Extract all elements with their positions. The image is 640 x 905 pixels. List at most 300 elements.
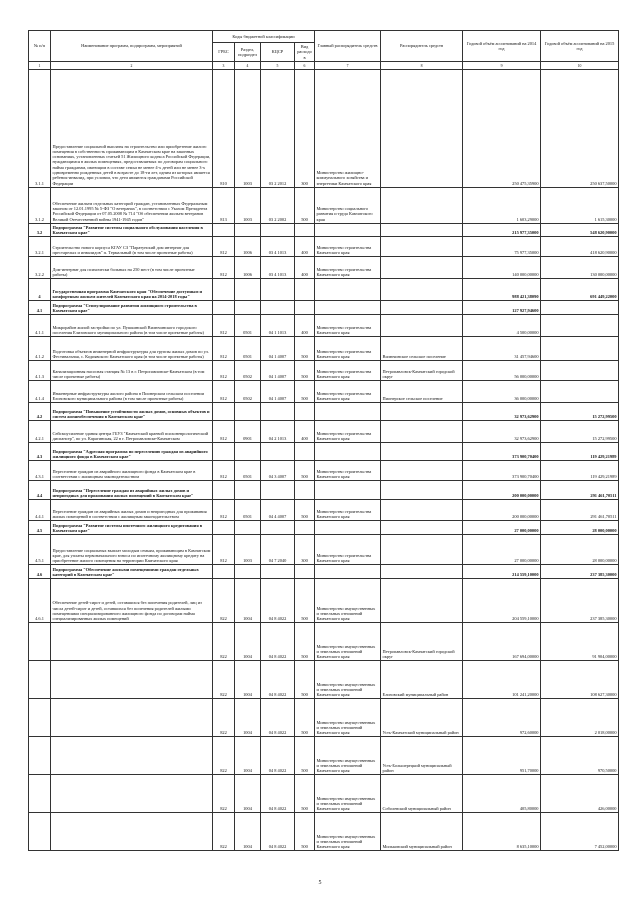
row-grbs: 822 (213, 813, 235, 851)
row-manager: Пионерское сельское поселение (381, 381, 463, 403)
header-name: Наименование программ, подпрограмм, мероприятий (51, 31, 213, 62)
row-vol-2014: 101 241,20000 (463, 661, 541, 699)
row-main-manager: Министерство имущественных и земельных отношений Камчатского края (315, 579, 381, 623)
row-manager (381, 223, 463, 237)
row-name: Обеспечение детей-сирот и детей, оставшихся без попечения родителей, лиц из числа детей-сирот и детей, оставшихся без попечения родителей жилыми помещениями специализированного жилищного фонда по договорам найма специализированных жилых помещений (51, 579, 213, 623)
row-number: 3.1.2 (29, 187, 51, 223)
row-vol-2014: 204 559,10000 (463, 579, 541, 623)
row-number: 4.6.1 (29, 579, 51, 623)
row-kcsr (261, 521, 295, 535)
row-razdel: 0502 (235, 381, 261, 403)
row-manager (381, 403, 463, 421)
row-vol-2014: 127 927,94600 (463, 301, 541, 315)
row-manager (381, 481, 463, 500)
row-number: 3.2.1 (29, 237, 51, 257)
row-manager (381, 461, 463, 481)
row-kcsr: 04 3 4007 (261, 461, 295, 481)
row-name: Предоставление социальных выплат молодым семьям, проживающим в Камчатском крае, для уплаты первоначального взноса по ипотечному жилищному кредиту на приобретение жилого помещения на территории Камчатского края (51, 535, 213, 565)
row-kcsr (261, 565, 295, 579)
table-row (29, 775, 619, 813)
row-razdel: 0502 (235, 361, 261, 381)
row-main-manager: Министерство имущественных и земельных отношений Камчатского края (315, 623, 381, 661)
row-vol-2014: 27 000,00000 (463, 521, 541, 535)
row-kcsr: 03 4 1013 (261, 257, 295, 279)
row-grbs: 812 (213, 337, 235, 361)
row-main-manager: Министерство имущественных и земельных отношений Камчатского края (315, 813, 381, 851)
row-manager (381, 535, 463, 565)
row-vol-2015: 291 461,70511 (541, 500, 619, 521)
row-main-manager: Министерство строительства Камчатского края (315, 315, 381, 337)
row-razdel (235, 481, 261, 500)
row-number: 4.5 (29, 521, 51, 535)
row-kcsr: 04 1 4007 (261, 337, 295, 361)
row-razdel (235, 443, 261, 461)
row-name: Переселение граждан из аварийных жилых домов и непригодных для проживания жилых помещений в соответствии с жилищным законодательством (51, 500, 213, 521)
row-vol-2015: 7 452,00000 (541, 813, 619, 851)
row-kcsr: 03 2 2002 (261, 187, 295, 223)
table-row (29, 279, 619, 301)
column-number: 2 (51, 61, 213, 69)
row-number: 4.1.2 (29, 337, 51, 361)
row-main-manager (315, 521, 381, 535)
row-main-manager (315, 301, 381, 315)
row-number: 4.5.1 (29, 535, 51, 565)
row-razdel: 0501 (235, 461, 261, 481)
row-main-manager (315, 223, 381, 237)
row-kcsr: 03 4 1013 (261, 237, 295, 257)
row-name (51, 737, 213, 775)
row-vol-2015 (541, 337, 619, 361)
header-codes-group: Коды бюджетной классификации (213, 31, 315, 43)
row-main-manager (315, 481, 381, 500)
row-manager: Петропавловск-Камчатский городской округ (381, 361, 463, 381)
row-vr (295, 301, 315, 315)
row-kcsr (261, 403, 295, 421)
row-grbs: 822 (213, 699, 235, 737)
table-row (29, 315, 619, 337)
row-vol-2015: 237 385,30000 (541, 579, 619, 623)
row-number: 3.1.1 (29, 69, 51, 187)
row-vol-2014: 405,80000 (463, 775, 541, 813)
row-name: Строительство нового корпуса КГАУ СЗ "Паратунский дом интернат для престарелых и инвалидов" п. Термальный (в том числе проектные работы) (51, 237, 213, 257)
row-vr (295, 403, 315, 421)
row-name: Предоставление социальной выплаты на строительство или приобретение жилого помещения в собственность проживающим в Камчатском крае на законных основаниях, установленных статьей 51 Жилищного кодекса Российской Федерации, нуждающимся в жилых помещениях, предоставляемых по договорам социального найма гражданам, имеющим в составе семьи не менее 4-х детей или не менее 3-х одновременно рожденных детей в возрасте до 18-ти лет, одним из которых является ребенок-инвалид, при условии, что дети являются гражданами Российской Федерации (51, 69, 213, 187)
row-grbs (213, 223, 235, 237)
row-number: 4.1.4 (29, 381, 51, 403)
row-vol-2015: 91 904,00000 (541, 623, 619, 661)
row-number: 4.4 (29, 481, 51, 500)
row-razdel: 1004 (235, 813, 261, 851)
row-vr: 400 (295, 315, 315, 337)
row-vr: 500 (295, 381, 315, 403)
column-number: 3 (213, 61, 235, 69)
row-number (29, 699, 51, 737)
row-vr: 400 (295, 257, 315, 279)
row-main-manager: Министерство строительства Камчатского края (315, 535, 381, 565)
column-number: 10 (541, 61, 619, 69)
column-number: 6 (295, 61, 315, 69)
row-razdel: 0501 (235, 337, 261, 361)
row-razdel (235, 279, 261, 301)
row-razdel: 1006 (235, 257, 261, 279)
row-vol-2014: 988 421,38090 (463, 279, 541, 301)
row-grbs: 822 (213, 775, 235, 813)
row-name: Государственная программа Камчатского края "Обеспечение доступным и комфортным жильем жителей Камчатского края на 2014-2018 годы" (51, 279, 213, 301)
row-manager (381, 69, 463, 187)
row-vol-2015 (541, 361, 619, 381)
row-grbs (213, 279, 235, 301)
row-number (29, 623, 51, 661)
header-vr: Вид расходов (295, 43, 315, 62)
table-row (29, 443, 619, 461)
row-number: 4.3.1 (29, 461, 51, 481)
row-razdel: 1003 (235, 535, 261, 565)
row-vol-2014: 32 973,62900 (463, 403, 541, 421)
row-name: Подпрограмма "Адресная программа по переселению граждан из аварийного жилищного фонда в Камчатском крае" (51, 443, 213, 461)
row-number: 4.6 (29, 565, 51, 579)
row-grbs (213, 301, 235, 315)
header-razdel: Раздел, подраздел (235, 43, 261, 62)
row-vol-2015: 15 272,99500 (541, 421, 619, 443)
row-kcsr: 04 8 4022 (261, 661, 295, 699)
row-main-manager: Министерство строительства Камчатского края (315, 361, 381, 381)
row-manager (381, 521, 463, 535)
row-vr: 500 (295, 461, 315, 481)
row-razdel: 0501 (235, 500, 261, 521)
row-vol-2015: 130 000,00000 (541, 257, 619, 279)
row-grbs: 812 (213, 381, 235, 403)
row-vol-2015: 426,00000 (541, 775, 619, 813)
row-name: Микрорайон жилой застройки по ул. Пушкинской Вилючинского городского поселения Елизовского муниципального района (в том числе проектные работы) (51, 315, 213, 337)
row-name: Подпрограмма "Стимулирование развития жилищного строительства в Камчатском крае" (51, 301, 213, 315)
row-main-manager (315, 565, 381, 579)
column-number-row (29, 61, 619, 69)
row-main-manager: Министерство имущественных и земельных отношений Камчатского края (315, 661, 381, 699)
row-vr: 500 (295, 661, 315, 699)
row-vr (295, 481, 315, 500)
row-number: 4.3 (29, 443, 51, 461)
row-main-manager: Министерство строительства Камчатского края (315, 237, 381, 257)
table-row (29, 301, 619, 315)
row-name: Подпрограмма "Развитие системы социального обслуживания населения в Камчатском крае" (51, 223, 213, 237)
row-number (29, 775, 51, 813)
row-kcsr (261, 301, 295, 315)
row-grbs: 812 (213, 315, 235, 337)
row-vol-2015: 2 018,00000 (541, 699, 619, 737)
row-number: 3.2.2 (29, 257, 51, 279)
row-vol-2015: 970,50000 (541, 737, 619, 775)
table-row (29, 69, 619, 187)
table-row (29, 565, 619, 579)
page-number: 5 (318, 880, 322, 886)
row-vr: 400 (295, 237, 315, 257)
table-row (29, 521, 619, 535)
row-vr: 300 (295, 69, 315, 187)
row-vr: 400 (295, 421, 315, 443)
row-manager (381, 279, 463, 301)
row-number: 4.1.1 (29, 315, 51, 337)
row-grbs: 812 (213, 535, 235, 565)
row-grbs: 822 (213, 623, 235, 661)
row-manager (381, 443, 463, 461)
row-manager: Мильковский муниципальный район (381, 813, 463, 851)
row-kcsr: 04 8 4022 (261, 775, 295, 813)
column-number: 1 (29, 61, 51, 69)
row-vol-2014: 36 000,00000 (463, 381, 541, 403)
table-row (29, 421, 619, 443)
row-razdel (235, 223, 261, 237)
row-vr: 500 (295, 699, 315, 737)
row-vr: 500 (295, 623, 315, 661)
row-vr: 500 (295, 361, 315, 381)
row-kcsr: 04 8 4022 (261, 623, 295, 661)
row-grbs: 813 (213, 187, 235, 223)
row-manager (381, 579, 463, 623)
row-kcsr: 04 1 1013 (261, 315, 295, 337)
row-name: Сейсмоусиление здания центра ГБУЗ "Камчатский краевой психоневрологический диспансер", по ул. Карагинская, 22 в г. Петропавловске-Камчатском (51, 421, 213, 443)
row-vol-2014: 32 973,62900 (463, 421, 541, 443)
row-grbs (213, 443, 235, 461)
header-num: № п/п (29, 31, 51, 62)
column-number: 9 (463, 61, 541, 69)
row-main-manager: Министерство строительства Камчатского края (315, 421, 381, 443)
table-row (29, 381, 619, 403)
table-row (29, 223, 619, 237)
row-grbs: 822 (213, 661, 235, 699)
column-number: 4 (235, 61, 261, 69)
row-kcsr: 04 7 2040 (261, 535, 295, 565)
table-row (29, 813, 619, 851)
row-vol-2014: 1 603,29000 (463, 187, 541, 223)
row-manager (381, 257, 463, 279)
row-number (29, 737, 51, 775)
row-number: 4.4.1 (29, 500, 51, 521)
row-kcsr: 04 2 1013 (261, 421, 295, 443)
row-vr: 500 (295, 500, 315, 521)
row-main-manager (315, 403, 381, 421)
row-manager: Петропавловск-Камчатский городской округ (381, 623, 463, 661)
row-grbs (213, 565, 235, 579)
budget-table-sheet (28, 30, 618, 851)
row-vr: 500 (295, 579, 315, 623)
row-name: Канализационная насосная станция № 13 в г. Петропавловске-Камчатском (в том числе проектные работы) (51, 361, 213, 381)
row-name: Инженерные инфраструктуры жилого района в Пионерском сельском поселении Елизовского муниципального района (в том числе проектные работы) (51, 381, 213, 403)
row-razdel: 0901 (235, 421, 261, 443)
row-number: 3.2 (29, 223, 51, 237)
row-name: Подпрограмма "Обеспечение жилыми помещениями граждан отдельных категорий в Камчатском крае" (51, 565, 213, 579)
row-grbs: 812 (213, 257, 235, 279)
table-row (29, 403, 619, 421)
row-manager: Усть-Камчатский муниципальный район (381, 699, 463, 737)
row-vol-2015: 548 620,90000 (541, 223, 619, 237)
row-grbs: 812 (213, 461, 235, 481)
row-kcsr: 04 8 4022 (261, 813, 295, 851)
row-manager (381, 315, 463, 337)
column-number: 8 (381, 61, 463, 69)
row-main-manager (315, 443, 381, 461)
budget-allocation-table (28, 30, 619, 851)
row-razdel: 1004 (235, 775, 261, 813)
row-grbs (213, 403, 235, 421)
row-number (29, 661, 51, 699)
table-row (29, 500, 619, 521)
row-vol-2015 (541, 381, 619, 403)
row-vol-2015: 28 000,00000 (541, 521, 619, 535)
row-grbs: 822 (213, 579, 235, 623)
row-vr: 500 (295, 737, 315, 775)
row-name (51, 661, 213, 699)
row-vr (295, 443, 315, 461)
row-main-manager: Министерство строительства Камчатского края (315, 500, 381, 521)
row-vol-2014: 373 900,70400 (463, 443, 541, 461)
header-main-manager: Главный распорядитель средств (315, 31, 381, 62)
row-manager (381, 237, 463, 257)
table-row (29, 699, 619, 737)
row-grbs: 812 (213, 421, 235, 443)
row-grbs: 822 (213, 737, 235, 775)
row-razdel (235, 565, 261, 579)
row-number: 4.2.1 (29, 421, 51, 443)
row-kcsr: 04 8 4022 (261, 699, 295, 737)
row-kcsr: 03 2 2012 (261, 69, 295, 187)
row-main-manager: Министерство строительства Камчатского края (315, 257, 381, 279)
row-manager: Вилючинское сельское поселение (381, 337, 463, 361)
row-name: Подпрограмма "Развитие системы ипотечного жилищного кредитования в Камчатском крае" (51, 521, 213, 535)
row-main-manager: Министерство жилищно-коммунального хозяйства и энергетики Камчатского края (315, 69, 381, 187)
row-razdel: 1004 (235, 737, 261, 775)
row-number: 4.1.3 (29, 361, 51, 381)
row-vol-2015: 691 449,22000 (541, 279, 619, 301)
row-vol-2015: 119 429,21989 (541, 461, 619, 481)
row-vol-2015: 108 627,30000 (541, 661, 619, 699)
table-row (29, 337, 619, 361)
row-name (51, 775, 213, 813)
table-row (29, 661, 619, 699)
row-vol-2015 (541, 301, 619, 315)
row-name (51, 813, 213, 851)
table-row (29, 579, 619, 623)
row-number: 4.2 (29, 403, 51, 421)
row-razdel (235, 301, 261, 315)
header-grbs: ГРБС (213, 43, 235, 62)
row-main-manager: Министерство имущественных и земельных отношений Камчатского края (315, 737, 381, 775)
row-vol-2015: 291 461,70511 (541, 481, 619, 500)
row-vr (295, 279, 315, 301)
row-manager: Соболевский муниципальный район (381, 775, 463, 813)
row-kcsr: 04 8 4022 (261, 579, 295, 623)
row-razdel: 0501 (235, 315, 261, 337)
table-row (29, 535, 619, 565)
table-row (29, 737, 619, 775)
row-vol-2014: 75 977,35000 (463, 237, 541, 257)
row-manager (381, 421, 463, 443)
row-number: 4.1 (29, 301, 51, 315)
row-vol-2015 (541, 315, 619, 337)
row-grbs: 812 (213, 500, 235, 521)
row-razdel: 1003 (235, 69, 261, 187)
row-vol-2014: 200 000,00000 (463, 481, 541, 500)
row-vr: 500 (295, 775, 315, 813)
row-name: Обеспечение жильем отдельных категорий граждан, установленных Федеральным законом от 12.01.1995 № 5-ФЗ "О ветеранах", в соответствии с Указом Президента Российской Федерации от 07.05.2008 № 714 "Об обеспечении жильем ветеранов Великой Отечественной войны 1941-1945 годов" (51, 187, 213, 223)
row-main-manager: Министерство строительства Камчатского края (315, 461, 381, 481)
row-vol-2014: 214 559,10000 (463, 565, 541, 579)
row-main-manager: Министерство строительства Камчатского края (315, 337, 381, 361)
row-name: Подпрограмма "Повышение устойчивости жилых домов, основных объектов и систем жизнеобеспечения в Камчатском крае" (51, 403, 213, 421)
header-vol-2015: Годовой объём ассигнований на 2015 год (541, 31, 619, 62)
header-kcsr: КЦСР (261, 43, 295, 62)
row-vol-2015: 119 429,21989 (541, 443, 619, 461)
row-vol-2015: 15 272,99500 (541, 403, 619, 421)
table-row (29, 461, 619, 481)
row-vr: 500 (295, 187, 315, 223)
row-kcsr (261, 443, 295, 461)
row-main-manager (315, 279, 381, 301)
row-kcsr: 04 4 4007 (261, 500, 295, 521)
table-row (29, 481, 619, 500)
row-vr: 500 (295, 813, 315, 851)
row-manager: Усть-Большерецкий муниципальный район (381, 737, 463, 775)
column-number: 5 (261, 61, 295, 69)
row-vol-2015: 28 000,00000 (541, 535, 619, 565)
row-grbs (213, 521, 235, 535)
row-name: Переселение граждан из аварийного жилищного фонда в Камчатском крае в соответствии с жилищным законодательством (51, 461, 213, 481)
row-manager (381, 565, 463, 579)
row-razdel: 1003 (235, 187, 261, 223)
row-kcsr: 04 1 4007 (261, 361, 295, 381)
row-vol-2015: 250 637,50000 (541, 69, 619, 187)
table-row (29, 623, 619, 661)
row-razdel (235, 403, 261, 421)
row-name (51, 623, 213, 661)
row-razdel: 1004 (235, 661, 261, 699)
row-kcsr (261, 481, 295, 500)
row-vol-2014: 972,60000 (463, 699, 541, 737)
table-row (29, 361, 619, 381)
row-main-manager: Министерство имущественных и земельных отношений Камчатского края (315, 699, 381, 737)
row-kcsr: 04 1 4007 (261, 381, 295, 403)
row-kcsr (261, 223, 295, 237)
row-vol-2014: 200 000,00000 (463, 500, 541, 521)
row-vol-2014: 140 000,00000 (463, 257, 541, 279)
row-main-manager: Министерство имущественных и земельных отношений Камчатского края (315, 775, 381, 813)
row-razdel: 1004 (235, 623, 261, 661)
row-number: 4 (29, 279, 51, 301)
row-vr (295, 223, 315, 237)
column-number: 7 (315, 61, 381, 69)
row-vol-2014: 215 977,35000 (463, 223, 541, 237)
row-name (51, 699, 213, 737)
row-vr (295, 521, 315, 535)
row-manager (381, 301, 463, 315)
table-row (29, 257, 619, 279)
header-manager: Распорядитель средств (381, 31, 463, 62)
table-row (29, 237, 619, 257)
row-vol-2014: 31 457,94600 (463, 337, 541, 361)
row-name: Подпрограмма "Переселение граждан из аварийных жилых домов и непригодных для проживания жилых помещений в Камчатском крае" (51, 481, 213, 500)
row-grbs: 812 (213, 237, 235, 257)
row-manager (381, 187, 463, 223)
row-main-manager: Министерство социального развития и труда Камчатского края (315, 187, 381, 223)
row-vol-2014: 951,70000 (463, 737, 541, 775)
row-vol-2014: 373 900,70400 (463, 461, 541, 481)
row-grbs: 812 (213, 361, 235, 381)
row-vol-2014: 250 475,35900 (463, 69, 541, 187)
row-name: Дом-интернат для психически больных на 250 мест (в том числе проектные работы) (51, 257, 213, 279)
header-vol-2014: Годовой объём ассигнований на 2014 год (463, 31, 541, 62)
row-number (29, 813, 51, 851)
row-vol-2014: 8 635,10000 (463, 813, 541, 851)
row-vol-2015: 237 385,30000 (541, 565, 619, 579)
